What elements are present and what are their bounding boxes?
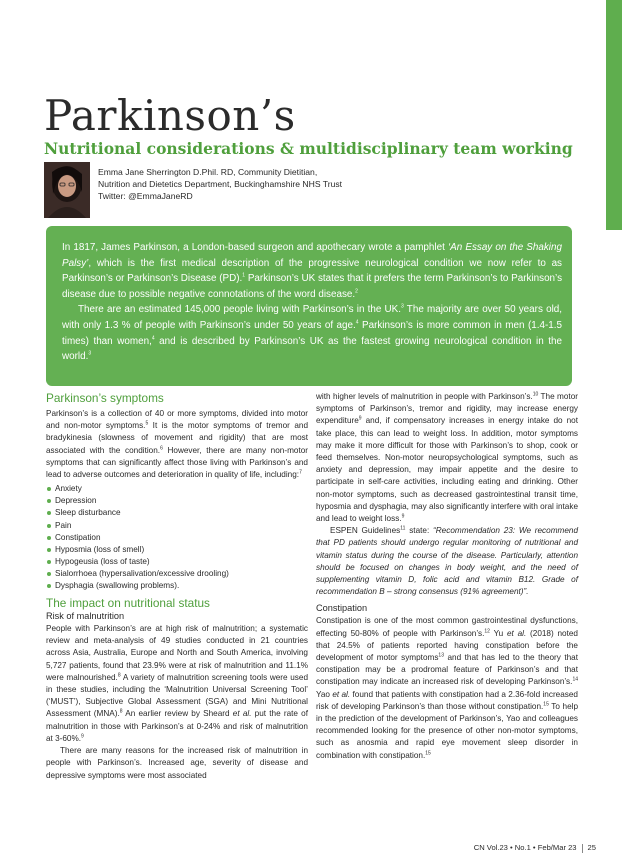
impact-heading: The impact on nutritional status [46,596,210,611]
author-twitter: Twitter: @EmmaJaneRD [98,191,193,202]
malnutrition-heading: Risk of malnutrition [46,611,125,622]
page-number: 25 [587,843,596,852]
accent-bar [606,0,622,230]
author-name: Emma Jane Sherrington D.Phil. RD, Community Dietitian, [98,167,318,177]
page-footer [474,843,596,853]
intro-paragraph-2: There are an estimated 145,000 people living with Parkinson’s in the UK.$^3$ The majority are over 50 years old, with only 1.3 % of people with Parkinson’s under 50 years of age.$^4$ Parkinson’s is more common in men (1.4-1.5 times) than women,$^4$ and is described by Parkinson’s UK as the fastest growing neurological condition in the world.$^3$ [62,304,562,363]
list-item: Hypogeusia (loss of taste) [46,556,308,568]
list-item: Sialorrhoea (hypersalivation/excessive drooling) [46,568,308,580]
list-item: Hyposmia (loss of smell) [46,544,308,556]
constipation-heading: Constipation [316,603,368,614]
pamphlet-title: ‘An Essay on the Shaking Palsy’ [62,242,562,269]
right-column [316,391,578,762]
espen-paragraph: ESPEN Guidelines$^{11}$ state: “Recommendation 23: We recommend that PD patients should undergo regular monitoring of nutritional and vitamin status during the course of the disease. Particularly, attention should be focused on changes in body weight, and the need of supplementing vitamin D, folic acid and vitamin B12. Grade of recommendation B – strong consensus (91% agreement)”. [316,525,579,597]
article-title: Parkinson’s [44,91,296,140]
symptoms-heading: Parkinson’s symptoms [46,391,164,405]
list-item: Dysphagia (swallowing problems). [46,580,308,592]
malnutrition-paragraph-3: with higher levels of malnutrition in people with Parkinson’s.$^{10}$ The motor symptoms of Parkinson’s, tremor and rigidity, may increase energy expenditure$^9$ and, if compensatory increases in energy intake do not take place, this can lead to weight loss. In addition, motor symptoms may make it more difficult for those with Parkinson’s to shop, cook or feed themselves. Non-motor neuropsychological symptoms, such as anxiety and depression, may impair appetite and the desire to participate in self-care activities, including eating and drinking. Other non-motor symptoms, such as decreased gastrointestinal transit time, hyposmia and dysphagia, may also significantly interfere with oral intake and lead to weight loss.$^9$ [316,391,578,524]
intro-box [46,226,572,386]
list-item: Sleep disturbance [46,507,308,519]
espen-quote: “Recommendation 23: We recommend that PD patients should undergo regular monitoring of nutritional and vitamin status during the course of the disease. Particularly, attention should be focused on changes in body weight, and the need of supplementing vitamin D, folic acid and vitamin B12. Grade of recommendation B – strong consensus (91% agreement)”. [316,526,579,597]
author-info [98,166,342,203]
left-column [46,391,308,782]
list-item: Depression [46,495,308,507]
footer-divider [582,844,583,853]
symptoms-paragraph: Parkinson’s is a collection of 40 or more symptoms, divided into motor and non-motor symptoms.$^5$ It is the motor symptoms of tremor and bradykinesia (slowness of movement and rigidity) that are most associated with the condition.$^6$ However, there are many non-motor symptoms that can significantly affect those living with Parkinson’s and lead to adverse outcomes and deterioration in quality of life, including:$^7$ [46,409,309,480]
intro-paragraph-1: In 1817, James Parkinson, a London-based surgeon and apothecary wrote a pamphlet ‘An Essay on the Shaking Palsy’, which is the first medical description of the progressive neurological condition we now refer to as Parkinson’s or Parkinson’s Disease (PD).$^1$ Parkinson’s UK states that it prefers the term Parkinson’s to Parkinson’s disease due to possible negative connotations of the word disease.$^2$ [62,242,563,300]
list-item: Pain [46,520,308,532]
article-subtitle: Nutritional considerations & multidisciplinary team working [44,139,573,158]
symptoms-list [46,483,308,592]
issue-info: CN Vol.23 • No.1 • Feb/Mar 23 [473,843,577,852]
malnutrition-paragraph-2: There are many reasons for the increased risk of malnutrition in people with Parkinson’s. Increased age, severity of disease and depressive symptoms were most associated [46,746,308,780]
author-portrait-image [44,162,90,218]
author-photo [44,162,90,218]
list-item: Anxiety [46,483,308,495]
list-item: Constipation [46,532,308,544]
author-department: Nutrition and Dietetics Department, Buckinghamshire NHS Trust [98,179,343,190]
malnutrition-paragraph-1: People with Parkinson’s are at high risk of malnutrition; a systematic review and meta-analysis of 49 studies conducted in 21 countries across Asia, Australia, Europe and North and South America, involving 5,727 patients, found that 23.9% were at risk of malnutrition and 11.1% were malnourished.$^8$ A variety of malnutrition screening tools were used in these studies, including the ‘Malnutrition Universal Screening Tool’ (‘MUST’), Subjective Global Assessment (SGA) and Mini Nutritional Assessment (MNA).$^8$ An earlier review by Sheard et al. put the rate of malnutrition in those with Parkinson’s at 0-24% and risk of malnutrition at 3-60%.$^9$ [46,624,308,743]
constipation-paragraph: Constipation is one of the most common gastrointestinal dysfunctions, effecting 50-80% of people with Parkinson’s.$^{12}$ Yu et al. (2018) noted that 24.5% of patients reported having constipation before the development of motor symptoms$^{13}$ and that has led to the theory that constipation may be a prodromal feature of Parkinson’s and that constipation may indicate an increased risk of developing Parkinson’s.$^{14}$ Yao et al. found that patients with constipation had a 2.36-fold increased risk of developing Parkinson’s than those without constipation.$^{15}$ To help in the prediction of the development of Parkinson’s, Yao and colleagues recommended looking for the presence of other non-motor symptoms, such as anosmia and rapid eye movement sleep disorder in combination with constipation.$^{15}$ [316,616,579,760]
